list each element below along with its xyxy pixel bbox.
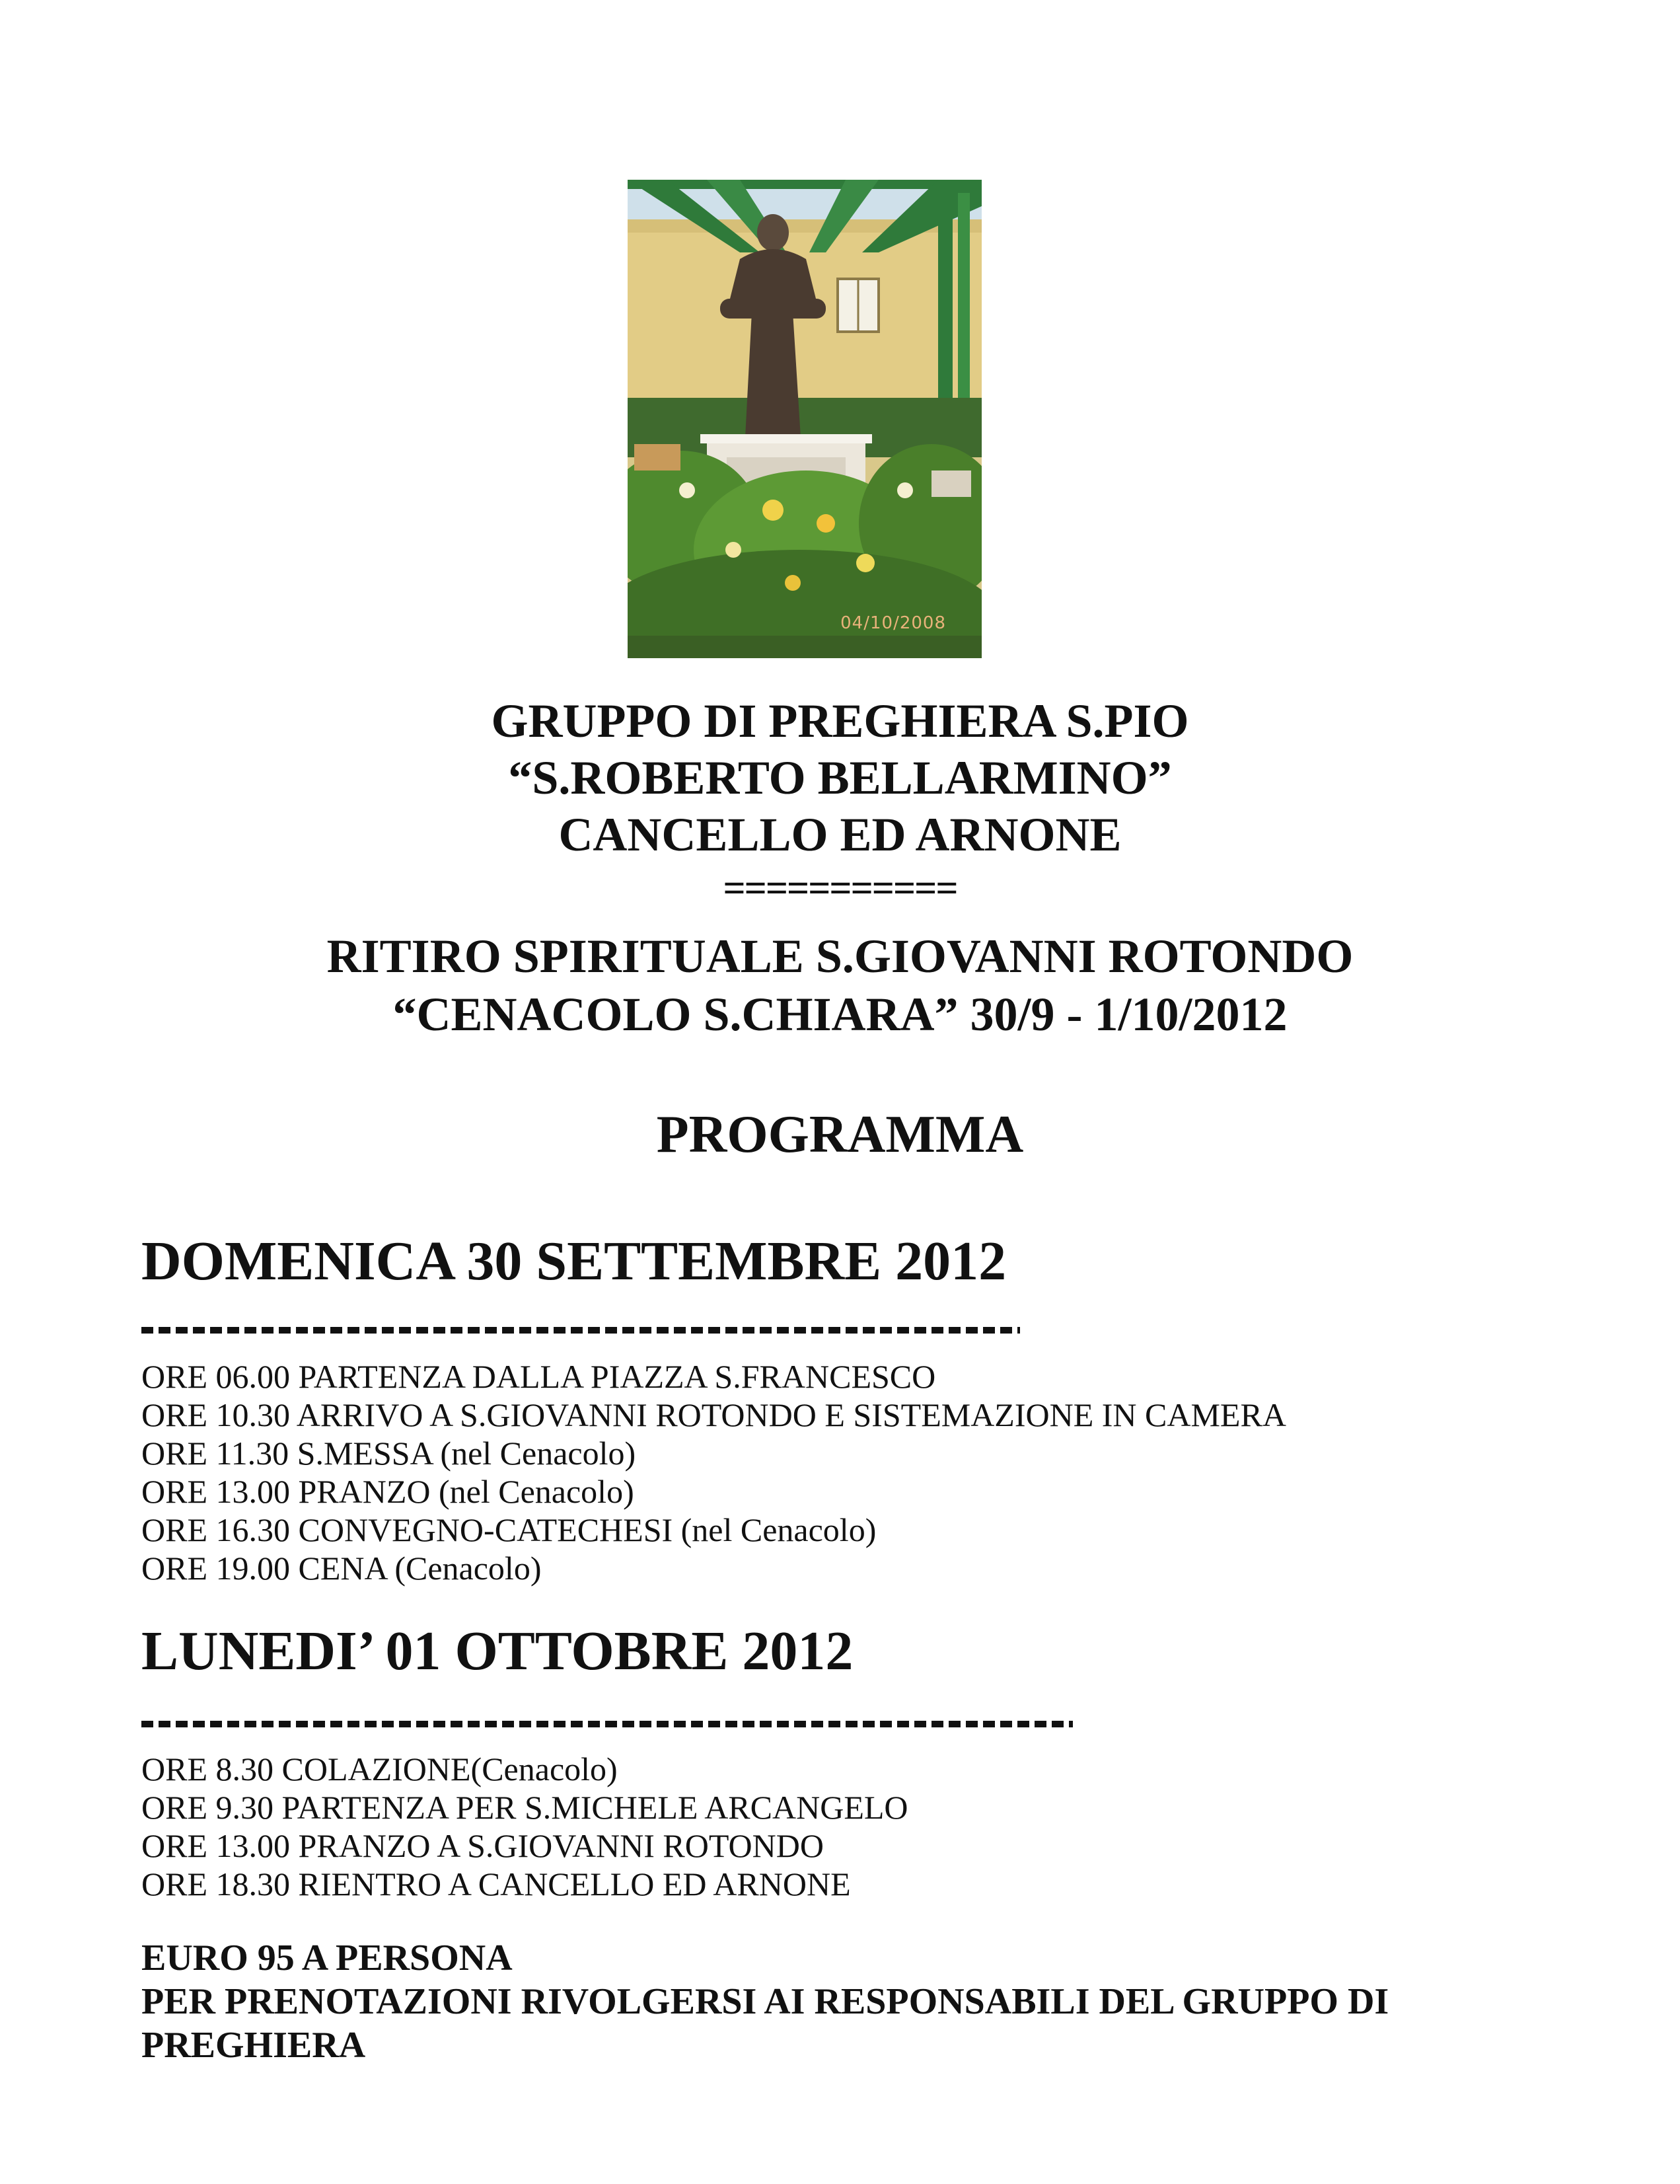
day-title-monday: LUNEDI’ 01 OTTOBRE 2012 [141, 1620, 854, 1682]
day-title-sunday: DOMENICA 30 SETTEMBRE 2012 [141, 1230, 1007, 1292]
group-location-line: CANCELLO ED ARNONE [558, 808, 1122, 861]
schedule-item: ORE 06.00 PARTENZA DALLA PIAZZA S.FRANCESCO [141, 1358, 936, 1395]
retreat-venue-dates: “CENACOLO S.CHIARA” 30/9 - 1/10/2012 [392, 988, 1288, 1041]
schedule-item: ORE 16.30 CONVEGNO-CATECHESI (nel Cenacolo) [141, 1511, 877, 1548]
schedule-item: ORE 11.30 S.MESSA (nel Cenacolo) [141, 1435, 636, 1472]
schedule-list-monday [141, 1750, 908, 1903]
schedule-item: ORE 18.30 RIENTRO A CANCELLO ED ARNONE [141, 1865, 851, 1902]
schedule-item: ORE 9.30 PARTENZA PER S.MICHELE ARCANGELO [141, 1789, 908, 1826]
retreat-title: RITIRO SPIRITUALE S.GIOVANNI ROTONDO [326, 930, 1354, 983]
group-subtitle-line: “S.ROBERTO BELLARMINO” [508, 751, 1172, 804]
booking-line-cont: PREGHIERA [141, 2025, 366, 2066]
statue-photo-graphic [628, 180, 982, 658]
day-divider-monday [141, 1721, 1073, 1727]
schedule-list-sunday [141, 1357, 1286, 1587]
header-divider: =========== [723, 866, 957, 910]
schedule-item: ORE 8.30 COLAZIONE(Cenacolo) [141, 1751, 618, 1788]
schedule-item: ORE 19.00 CENA (Cenacolo) [141, 1550, 542, 1587]
group-name-line: GRUPPO DI PREGHIERA S.PIO [491, 695, 1189, 747]
day-divider-sunday [141, 1327, 1020, 1334]
program-heading: PROGRAMMA [656, 1106, 1024, 1164]
statue-photo [628, 180, 982, 658]
price-line: EURO 95 A PERSONA [141, 1938, 513, 1978]
photo-date-stamp: 04/10/2008 [840, 613, 946, 633]
schedule-item: ORE 10.30 ARRIVO A S.GIOVANNI ROTONDO E SISTEMAZIONE IN CAMERA [141, 1396, 1286, 1433]
booking-line: PER PRENOTAZIONI RIVOLGERSI AI RESPONSABILI DEL GRUPPO DI [141, 1981, 1389, 2022]
schedule-item: ORE 13.00 PRANZO (nel Cenacolo) [141, 1473, 634, 1510]
schedule-item: ORE 13.00 PRANZO A S.GIOVANNI ROTONDO [141, 1827, 824, 1864]
footer-block [141, 1936, 1389, 2067]
